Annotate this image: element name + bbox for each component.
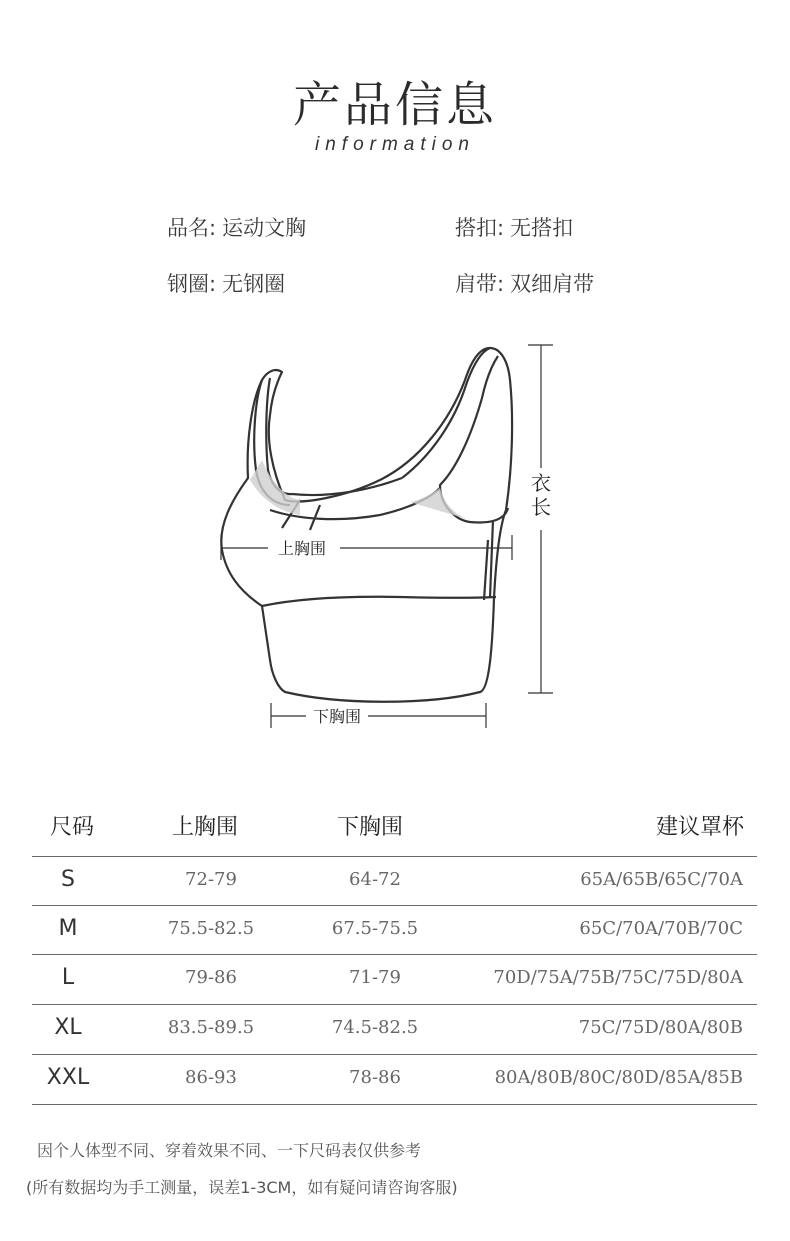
table-row [32,1054,757,1105]
cell-cup: 70D/75A/75B/75C/75D/80A [493,967,743,988]
side-seam [484,520,493,600]
cell-size: XL [54,1015,82,1040]
spec-name-key: 品名: [167,216,217,240]
cell-cup: 80A/80B/80C/80D/85A/85B [494,1067,743,1088]
spec-strap-key: 肩带: [455,272,505,296]
spec-wire [167,268,285,298]
underband-top [262,597,496,606]
table-row [32,1004,757,1054]
upper-chest-label: 上胸围 [277,539,327,558]
cell-upper-chest: 72-79 [185,869,237,890]
spec-strap-value: 双细肩带 [510,272,595,296]
cell-lower-chest: 71-79 [349,967,401,988]
disclaimer-line-2: (所有数据均为手工测量，误差1-3CM，如有疑问请咨询客服) [26,1178,458,1197]
length-label-1: 衣 [531,471,551,495]
cell-upper-chest: 86-93 [185,1067,237,1088]
cell-lower-chest: 64-72 [349,869,401,890]
cell-cup: 65C/70A/70B/70C [579,918,743,939]
spec-clasp-value: 无搭扣 [510,216,574,240]
mesh-panel-right [410,488,470,520]
spec-wire-value: 无钢圈 [222,272,286,296]
right-strap [402,348,508,522]
page-title: 产品信息 [292,77,497,133]
cell-size: S [61,867,75,892]
cell-upper-chest: 83.5-89.5 [167,1017,255,1038]
cell-lower-chest: 67.5-75.5 [331,918,419,939]
header-cup: 建议罩杯 [655,815,744,840]
lower-chest-label: 下胸围 [312,707,362,726]
page-subtitle: information [315,134,475,155]
cell-lower-chest: 78-86 [349,1067,401,1088]
spec-name [167,212,306,242]
neckline-inner [292,478,402,495]
cell-size: M [58,916,78,941]
cell-cup: 65A/65B/65C/70A [580,869,743,890]
header-upper-chest: 上胸围 [172,815,239,840]
cell-cup: 75C/75D/80A/80B [578,1017,743,1038]
cell-size: XXL [46,1065,90,1090]
cell-upper-chest: 75.5-82.5 [167,918,255,939]
bra-body-outline [221,348,512,702]
table-row [32,856,757,906]
spec-wire-key: 钢圈: [167,272,217,296]
header-size: 尺码 [50,815,95,840]
spec-strap [455,268,594,298]
spec-clasp [455,212,573,242]
cell-lower-chest: 74.5-82.5 [331,1017,419,1038]
spec-name-value: 运动文胸 [222,216,307,240]
cell-upper-chest: 79-86 [185,967,237,988]
table-row [32,905,757,955]
disclaimer-line-1: 因个人体型不同、穿着效果不同、一下尺码表仅供参考 [37,1141,422,1160]
bra-measurement-diagram [200,330,580,740]
spec-clasp-key: 搭扣: [455,216,505,240]
mesh-panel-left [250,460,300,515]
header-lower-chest: 下胸围 [337,815,404,840]
table-row [32,954,757,1004]
cell-size: L [61,965,75,990]
length-label-2: 长 [531,495,551,519]
